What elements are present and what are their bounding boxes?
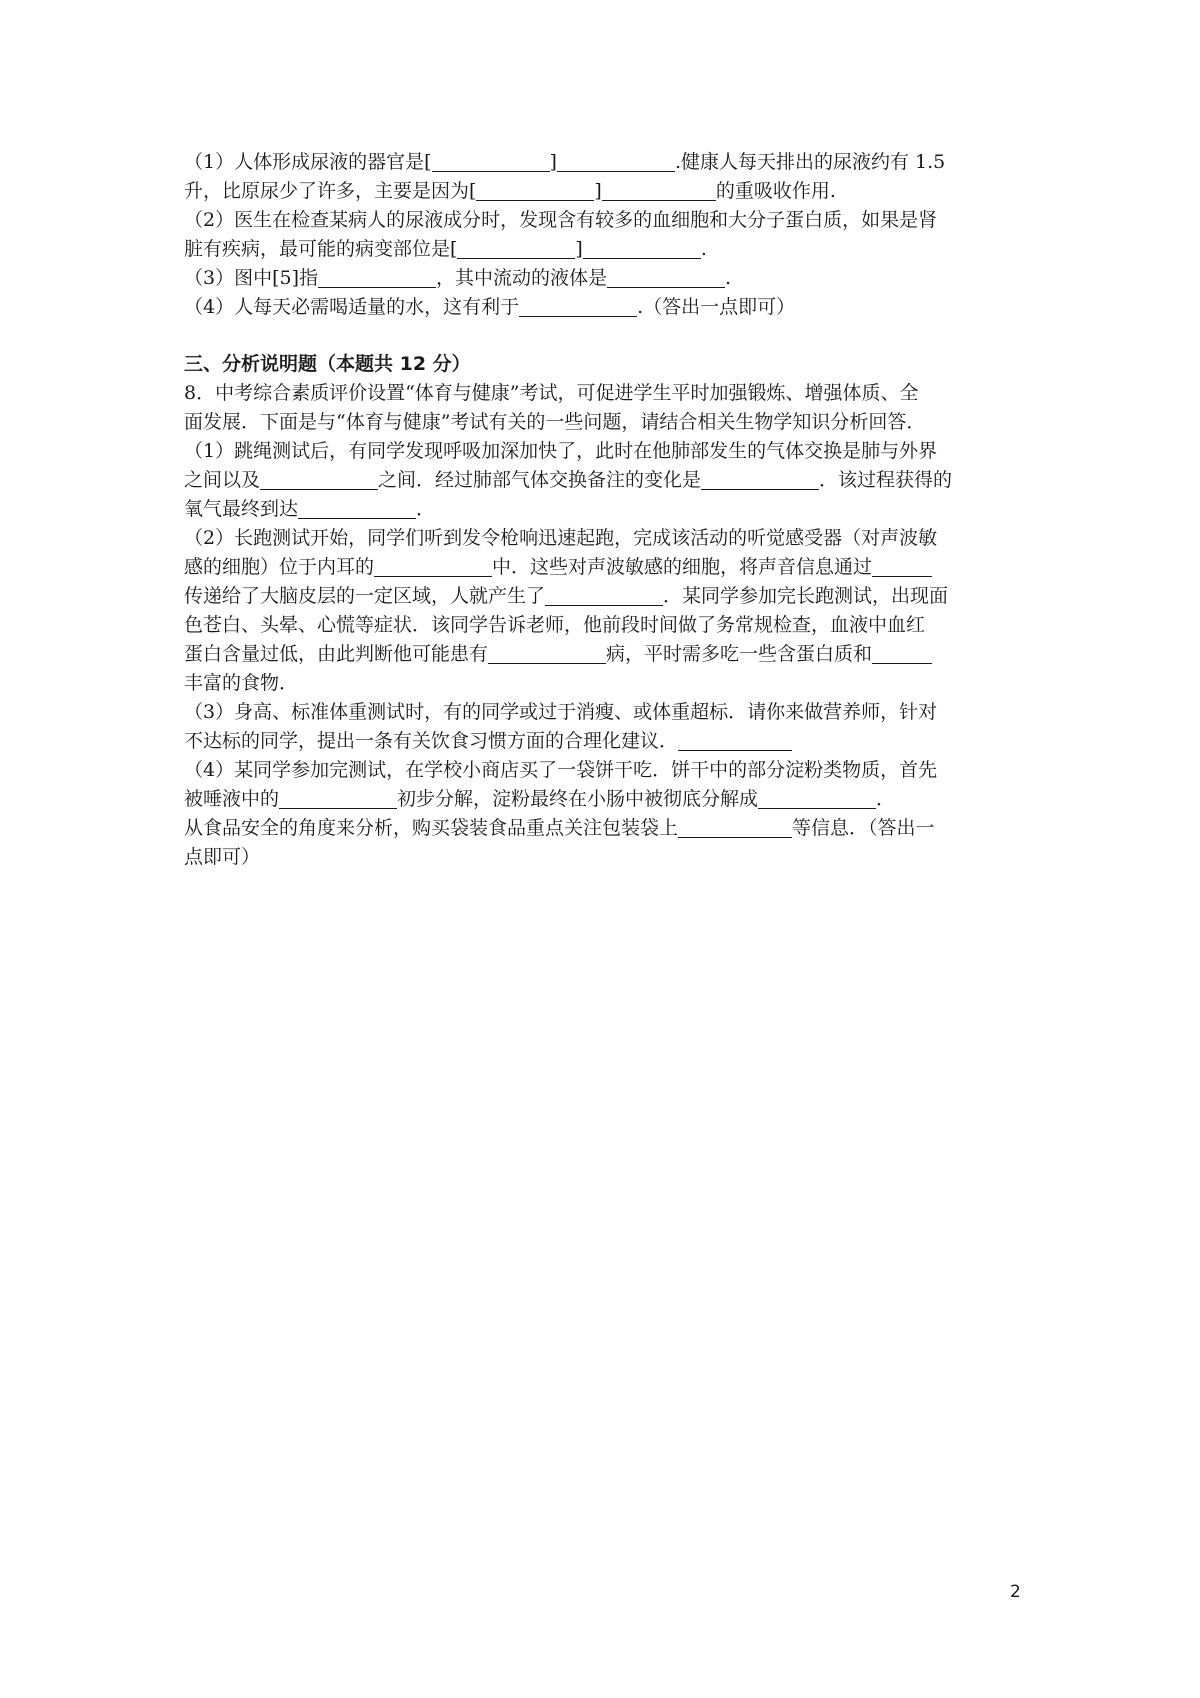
s3-q4-line-3 (184, 814, 1024, 842)
question-text: ． (416, 498, 436, 520)
s3-q3-line-1: （3）身高、标准体重测试时，有的同学或过于消瘦、或体重超标．请你来做营养师，针对 (184, 701, 938, 723)
question-text: 氧气最终到达 (184, 498, 299, 520)
question-text: 传递给了大脑皮层的一定区域，人就产生了 (184, 585, 546, 607)
answer-blank (758, 788, 876, 809)
s3-q2-line-3 (184, 582, 1024, 610)
answer-blank (279, 788, 397, 809)
page-number: 2 (1010, 1582, 1021, 1602)
answer-blank (260, 469, 378, 490)
answer-blank (607, 267, 725, 288)
section-heading: 三、分析说明题（本题共 12 分） (184, 353, 471, 375)
question-text: 蛋白含量过低，由此判断他可能患有 (184, 643, 489, 665)
s3-q2-line-2 (184, 553, 1024, 581)
answer-blank (298, 498, 416, 519)
answer-blank (374, 556, 492, 577)
q2-line-2 (184, 235, 1024, 263)
answer-blank (602, 180, 716, 201)
answer-blank (519, 296, 637, 317)
answer-blank (488, 643, 606, 664)
s3-q2-line-4: 色苍白、头晕、心慌等症状．该同学告诉老师，他前段时间做了务常规检查，血液中血红 (184, 614, 926, 636)
question-text: ] (549, 151, 557, 173)
question-text: ．该过程获得的 (819, 469, 953, 491)
answer-blank (432, 151, 550, 172)
intro-line-1: 8．中考综合素质评价设置“体育与健康”考试，可促进学生平时加强锻炼、增强体质、全 (184, 382, 919, 404)
question-text: 升，比原尿少了许多，主要是因为[ (184, 180, 477, 202)
answer-blank (457, 238, 575, 259)
answer-blank (583, 238, 701, 259)
s3-q1-line-3 (184, 495, 1024, 523)
answer-blank (557, 151, 675, 172)
q3-line (184, 264, 1024, 292)
answer-blank (872, 556, 932, 577)
question-text: ] (575, 238, 583, 260)
q4-line (184, 293, 1024, 321)
question-text: ，其中流动的液体是 (436, 267, 608, 289)
question-text: 脏有疾病，最可能的病变部位是[ (184, 238, 458, 260)
question-text: 感的细胞）位于内耳的 (184, 556, 375, 578)
question-text: 病，平时需多吃一些含蛋白质和 (606, 643, 873, 665)
intro-line-2: 面发展．下面是与“体育与健康”考试有关的一些问题，请结合相关生物学知识分析回答． (184, 411, 926, 433)
s3-q2-line-5 (184, 640, 1024, 668)
answer-blank (318, 267, 436, 288)
question-text: （3）图中[5]指 (184, 267, 319, 289)
answer-blank (701, 469, 819, 490)
q1-line-1 (184, 148, 1024, 176)
question-text: 的重吸收作用. (715, 180, 836, 202)
answer-blank (872, 643, 932, 664)
question-text: ． (876, 788, 896, 810)
question-text: ] (594, 180, 602, 202)
question-text: .（答出一点即可） (637, 296, 796, 318)
question-text: ．某同学参加完长跑测试，出现面 (663, 585, 949, 607)
s3-q1-line-1: （1）跳绳测试后，有同学发现呼吸加深加快了，此时在他肺部发生的气体交换是肺与外界 (184, 440, 938, 462)
question-text: . (700, 238, 707, 260)
question-text: （2）医生在检查某病人的尿液成分时，发现含有较多的血细胞和大分子蛋白质，如果是肾 (184, 209, 938, 231)
question-text: 不达标的同学，提出一条有关饮食习惯方面的合理化建议． (184, 730, 679, 752)
q2-line-1 (184, 206, 1024, 234)
question-text: （4）人每天必需喝适量的水，这有利于 (184, 296, 520, 318)
s3-q3-line-2 (184, 727, 1024, 755)
answer-blank (476, 180, 594, 201)
question-text: .健康人每天排出的尿液约有 1.5 (674, 151, 946, 173)
question-text: 中．这些对声波敏感的细胞，将声音信息通过 (492, 556, 873, 578)
question-text: 等信息．（答出一 (792, 817, 935, 839)
question-text: 之间．经过肺部气体交换备注的变化是 (378, 469, 702, 491)
question-text: 之间以及 (184, 469, 261, 491)
question-text: 从食品安全的角度来分析，购买袋装食品重点关注包装袋上 (184, 817, 679, 839)
s3-q4-line-1: （4）某同学参加完测试，在学校小商店买了一袋饼干吃．饼干中的部分淀粉类物质，首先 (184, 759, 938, 781)
s3-q4-line-4: 点即可） (184, 846, 261, 868)
answer-blank (678, 817, 792, 838)
s3-q2-line-6: 丰富的食物． (184, 672, 299, 694)
answer-blank (545, 585, 663, 606)
q1-line-2 (184, 177, 1024, 205)
question-text: . (725, 267, 732, 289)
question-text: （1）人体形成尿液的器官是[ (184, 151, 432, 173)
question-text: 被唾液中的 (184, 788, 280, 810)
answer-blank (678, 730, 792, 751)
s3-q1-line-2 (184, 466, 1024, 494)
s3-q4-line-2 (184, 785, 1024, 813)
s3-q2-line-1: （2）长跑测试开始，同学们听到发令枪响迅速起跑，完成该活动的听觉感受器（对声波敏 (184, 527, 938, 549)
question-text: 初步分解，淀粉最终在小肠中被彻底分解成 (397, 788, 759, 810)
